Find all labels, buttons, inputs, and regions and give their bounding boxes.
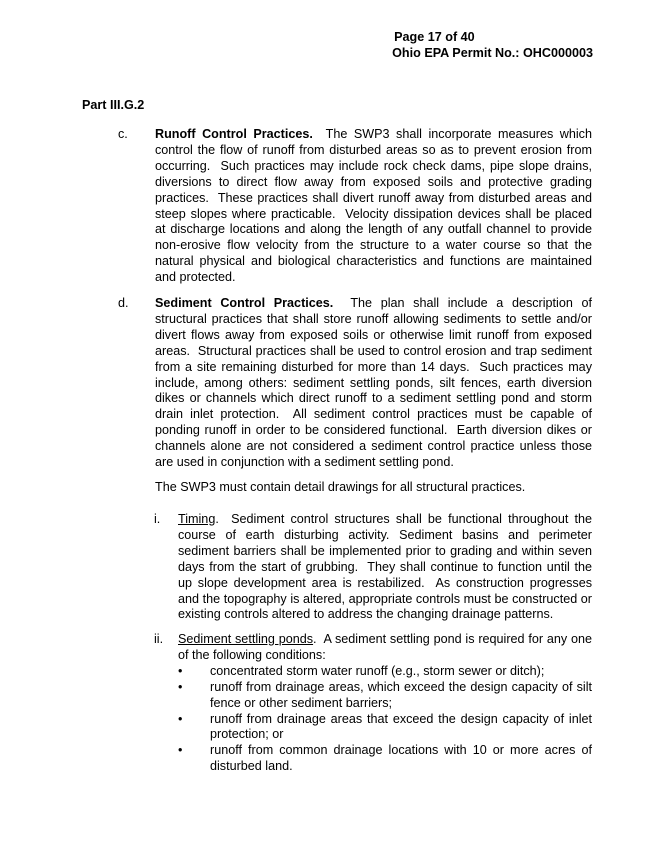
subitem-number: ii. bbox=[154, 632, 164, 646]
list-item: • runoff from drainage areas that exceed the design capacity of inlet protection; or bbox=[178, 711, 592, 742]
subitem-title: Sediment settling ponds bbox=[178, 632, 314, 646]
item-title: Runoff Control Practices. bbox=[155, 127, 313, 141]
subitem-title: Timing bbox=[178, 512, 216, 526]
part-heading: Part III.G.2 bbox=[82, 98, 145, 112]
subitem-body bbox=[178, 512, 596, 623]
subitem-timing bbox=[154, 512, 596, 623]
item-body bbox=[155, 127, 596, 286]
page-number: Page 17 of 40 bbox=[394, 30, 475, 44]
bullet-icon: • bbox=[178, 711, 183, 726]
subitem-body bbox=[178, 632, 596, 775]
item-text: The SWP3 shall incorporate measures which control the flow of runoff from disturbed areas so as to prevent erosion from occurring. Such practices may include rock check dams, pipe slope drains, diversions to direct flow away from exposed soils and protective grading practices. These practices shall divert runoff away from disturbed areas and steep slopes where practicable. Velocity dissipation devices shall be placed at discharge locations and along the length of any outfall channel to provide non-erosive flow velocity from the structure to a water course so that the natural physical and biological characteristics and functions are maintained and protected. bbox=[155, 127, 596, 285]
subitem-text: . Sediment control structures shall be functional throughout the course of earth disturbing activity. Sediment basins and perimeter sediment barriers shall be implemented prior to grading and within seven days from the start of grubbing. They shall continue to function until the up slope development area is restabilized. As construction progresses and the topography is altered, appropriate controls must be constructed or existing controls altered to address the changing drainage patterns. bbox=[178, 512, 596, 622]
bullet-icon: • bbox=[178, 679, 183, 694]
item-body bbox=[155, 296, 596, 471]
item-letter: c. bbox=[118, 127, 128, 141]
list-item: • runoff from common drainage locations with 10 or more acres of disturbed land. bbox=[178, 743, 592, 774]
subitem-text: . A sediment settling pond is required for any one of the following conditions: bbox=[178, 632, 596, 662]
permit-number: Ohio EPA Permit No.: OHC000003 bbox=[392, 45, 593, 60]
list-item: • concentrated storm water runoff (e.g., storm sewer or ditch); bbox=[178, 663, 545, 678]
item-letter: d. bbox=[118, 296, 129, 310]
page-header bbox=[393, 30, 593, 62]
bullet-icon: • bbox=[178, 663, 183, 678]
subitem-number: i. bbox=[154, 512, 161, 526]
subitem-intro bbox=[178, 632, 596, 664]
item-c bbox=[118, 127, 596, 286]
item-d bbox=[118, 296, 596, 471]
bullet-icon: • bbox=[178, 743, 183, 758]
subitem-settling-ponds bbox=[154, 632, 596, 775]
item-title: Sediment Control Practices. bbox=[155, 296, 334, 310]
list-item: • runoff from drainage areas, which exceed the design capacity of silt fence or other sediment barriers; bbox=[178, 679, 592, 710]
item-text: The plan shall include a description of structural practices that shall store runoff allowing sediments to settle and/or divert flows away from exposed soils or otherwise limit runoff from exposed areas. Structural practices shall be used to control erosion and trap sediment from a site remaining disturbed for more than 14 days. Such practices may include, among others: sediment settling ponds, silt fences, earth diversion dikes or channels which direct runoff to a sediment settling pond and storm drain inlet protection. All sediment control practices must be capable of ponding runoff in order to be considered functional. Earth diversion dikes or channels alone are not considered a sediment control practice unless those are used in conjunction with a sediment settling pond. bbox=[155, 296, 596, 470]
condition-list bbox=[178, 664, 592, 775]
drawings-note: The SWP3 must contain detail drawings for all structural practices. bbox=[155, 480, 526, 494]
